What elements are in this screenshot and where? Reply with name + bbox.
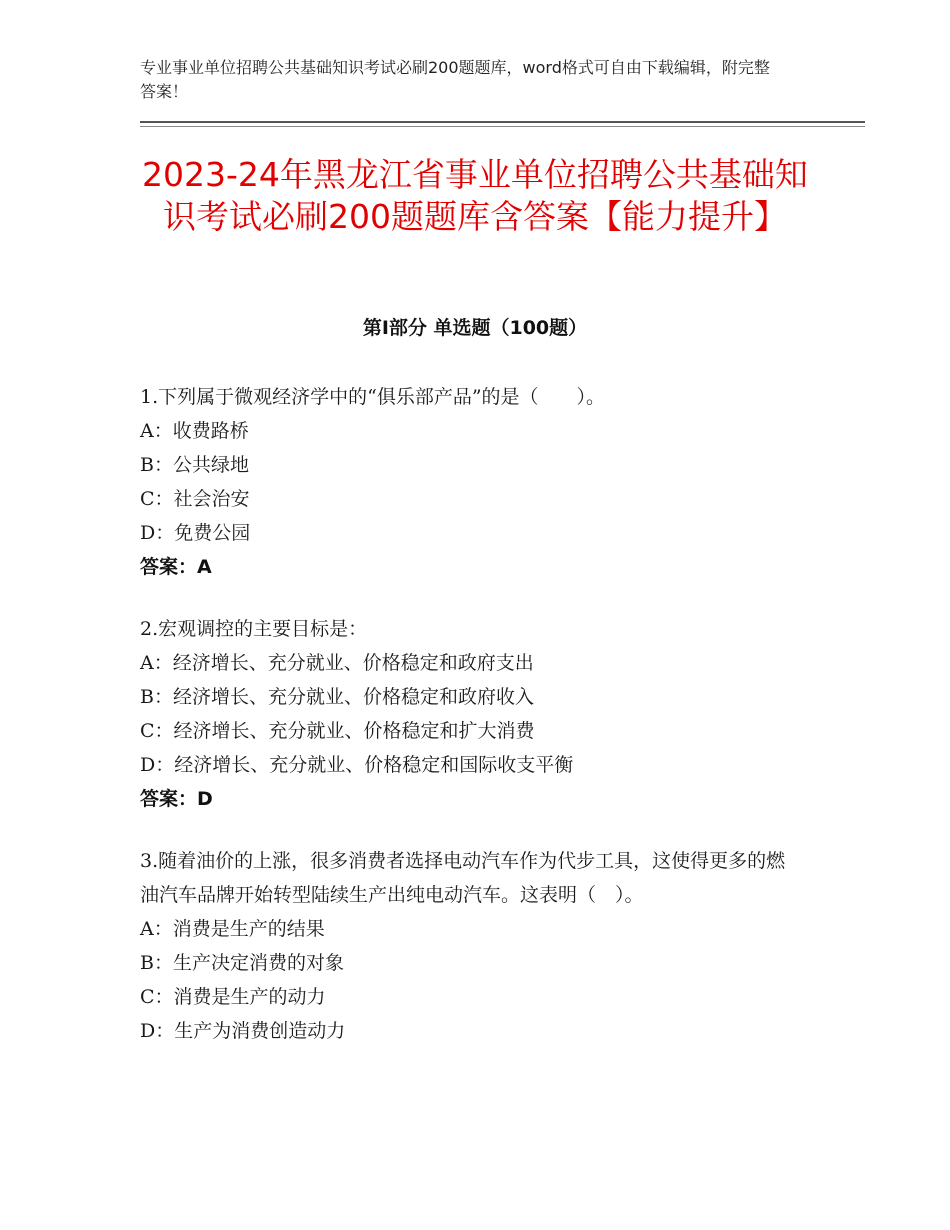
option-b: B：生产决定消费的对象 xyxy=(140,952,344,974)
question-stem: 3.随着油价的上涨，很多消费者选择电动汽车作为代步工具，这使得更多的燃油汽车品牌开始转型陆续生产出纯电动汽车。这表明（ ）。 xyxy=(140,850,786,906)
question-2 xyxy=(140,612,800,816)
option-a: A：消费是生产的结果 xyxy=(140,918,325,940)
option-d: D：经济增长、充分就业、价格稳定和国际收支平衡 xyxy=(140,754,574,776)
question-list xyxy=(140,380,800,1076)
question-1 xyxy=(140,380,800,584)
answer-line: 答案：A xyxy=(140,556,212,578)
header-note: 专业事业单位招聘公共基础知识考试必刷200题题库，word格式可自由下载编辑，附完整答案！ xyxy=(140,58,770,101)
option-c: C：消费是生产的动力 xyxy=(140,986,326,1008)
document-title: 2023-24年黑龙江省事业单位招聘公共基础知识考试必刷200题题库含答案【能力提升】 xyxy=(142,155,808,236)
option-a: A：经济增长、充分就业、价格稳定和政府支出 xyxy=(140,652,534,674)
option-c: C：社会治安 xyxy=(140,488,250,510)
header-divider-thin xyxy=(140,126,865,127)
option-b: B：公共绿地 xyxy=(140,454,249,476)
question-3 xyxy=(140,844,800,1048)
header-divider xyxy=(140,121,865,123)
option-c: C：经济增长、充分就业、价格稳定和扩大消费 xyxy=(140,720,535,742)
option-d: D：免费公园 xyxy=(140,522,251,544)
question-stem: 2.宏观调控的主要目标是： xyxy=(140,618,368,640)
question-stem: 1.下列属于微观经济学中的“俱乐部产品”的是（ ）。 xyxy=(140,386,606,408)
section-heading: 第Ⅰ部分 单选题（100题） xyxy=(362,317,588,339)
option-d: D：生产为消费创造动力 xyxy=(140,1020,346,1042)
option-b: B：经济增长、充分就业、价格稳定和政府收入 xyxy=(140,686,534,708)
answer-line: 答案：D xyxy=(140,788,213,810)
option-a: A：收费路桥 xyxy=(140,420,249,442)
